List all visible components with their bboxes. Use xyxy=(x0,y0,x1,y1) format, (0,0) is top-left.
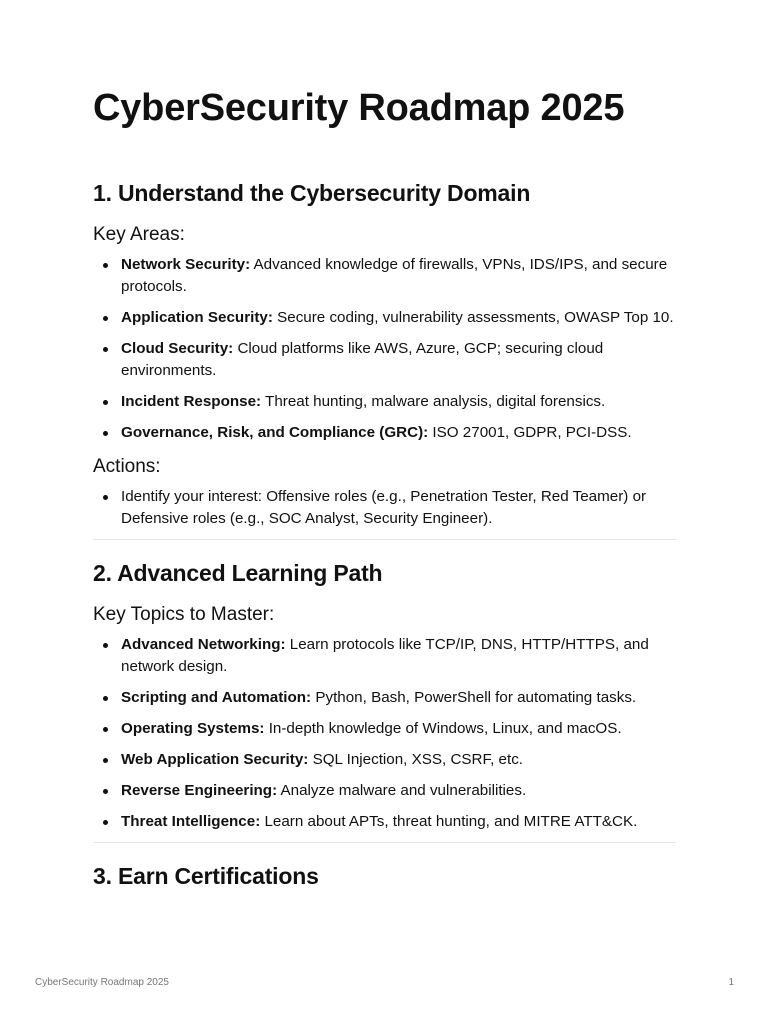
section-earn-certifications xyxy=(93,861,676,891)
item-text: Advanced knowledge of firewalls, VPNs, IDS/IPS, and secure protocols. xyxy=(121,256,668,295)
item-text: SQL Injection, XSS, CSRF, etc. xyxy=(308,751,524,768)
page-title: CyberSecurity Roadmap 2025 xyxy=(93,87,625,129)
document-page xyxy=(93,84,676,905)
item-text: Cloud platforms like AWS, Azure, GCP; securing cloud environments. xyxy=(121,340,604,379)
list-item xyxy=(121,307,676,329)
list-item xyxy=(121,391,676,413)
actions-list xyxy=(93,486,676,530)
section-understand-domain xyxy=(93,178,676,530)
item-label: Web Application Security: xyxy=(121,751,309,768)
section-heading: 2. Advanced Learning Path xyxy=(93,560,383,586)
section-heading: 3. Earn Certifications xyxy=(93,863,319,889)
item-text: Threat hunting, malware analysis, digital forensics. xyxy=(261,393,606,410)
list-item xyxy=(121,254,676,298)
item-label: Scripting and Automation: xyxy=(121,689,312,706)
section-advanced-learning-path xyxy=(93,558,676,833)
item-label: Network Security: xyxy=(121,256,251,273)
list-item xyxy=(121,687,676,709)
list-item xyxy=(121,780,676,802)
key-areas-list xyxy=(93,254,676,444)
section-divider xyxy=(93,539,676,540)
item-label: Cloud Security: xyxy=(121,340,234,357)
list-item xyxy=(121,811,676,833)
item-label: Application Security: xyxy=(121,309,273,326)
list-item xyxy=(121,634,676,678)
list-item xyxy=(121,749,676,771)
list-item xyxy=(121,486,676,530)
item-label: Governance, Risk, and Compliance (GRC): xyxy=(121,424,429,441)
list-item xyxy=(121,718,676,740)
item-text: Learn about APTs, threat hunting, and MITRE ATT&CK. xyxy=(260,813,638,830)
footer-page-number: 1 xyxy=(728,977,734,988)
subsection-heading: Key Topics to Master: xyxy=(93,604,275,625)
section-divider xyxy=(93,842,676,843)
item-label: Advanced Networking: xyxy=(121,636,286,653)
item-text: Secure coding, vulnerability assessments, OWASP Top 10. xyxy=(272,309,674,326)
item-text: ISO 27001, GDPR, PCI-DSS. xyxy=(428,424,632,441)
item-text: Identify your interest: Offensive roles (e.g., Penetration Tester, Red Teamer) or Defensive roles (e.g., SOC Analyst, Security Engineer). xyxy=(121,488,647,527)
list-item xyxy=(121,422,676,444)
key-topics-list xyxy=(93,634,676,833)
footer-document-title: CyberSecurity Roadmap 2025 xyxy=(35,977,169,988)
item-label: Incident Response: xyxy=(121,393,262,410)
list-item xyxy=(121,338,676,382)
item-text: In-depth knowledge of Windows, Linux, and macOS. xyxy=(264,720,622,737)
section-heading: 1. Understand the Cybersecurity Domain xyxy=(93,180,531,206)
item-text: Python, Bash, PowerShell for automating tasks. xyxy=(311,689,637,706)
item-text: Learn protocols like TCP/IP, DNS, HTTP/HTTPS, and network design. xyxy=(121,636,649,675)
item-label: Threat Intelligence: xyxy=(121,813,261,830)
item-label: Reverse Engineering: xyxy=(121,782,278,799)
subsection-heading: Actions: xyxy=(93,456,161,477)
item-text: Analyze malware and vulnerabilities. xyxy=(277,782,527,799)
subsection-heading: Key Areas: xyxy=(93,224,185,245)
item-label: Operating Systems: xyxy=(121,720,265,737)
